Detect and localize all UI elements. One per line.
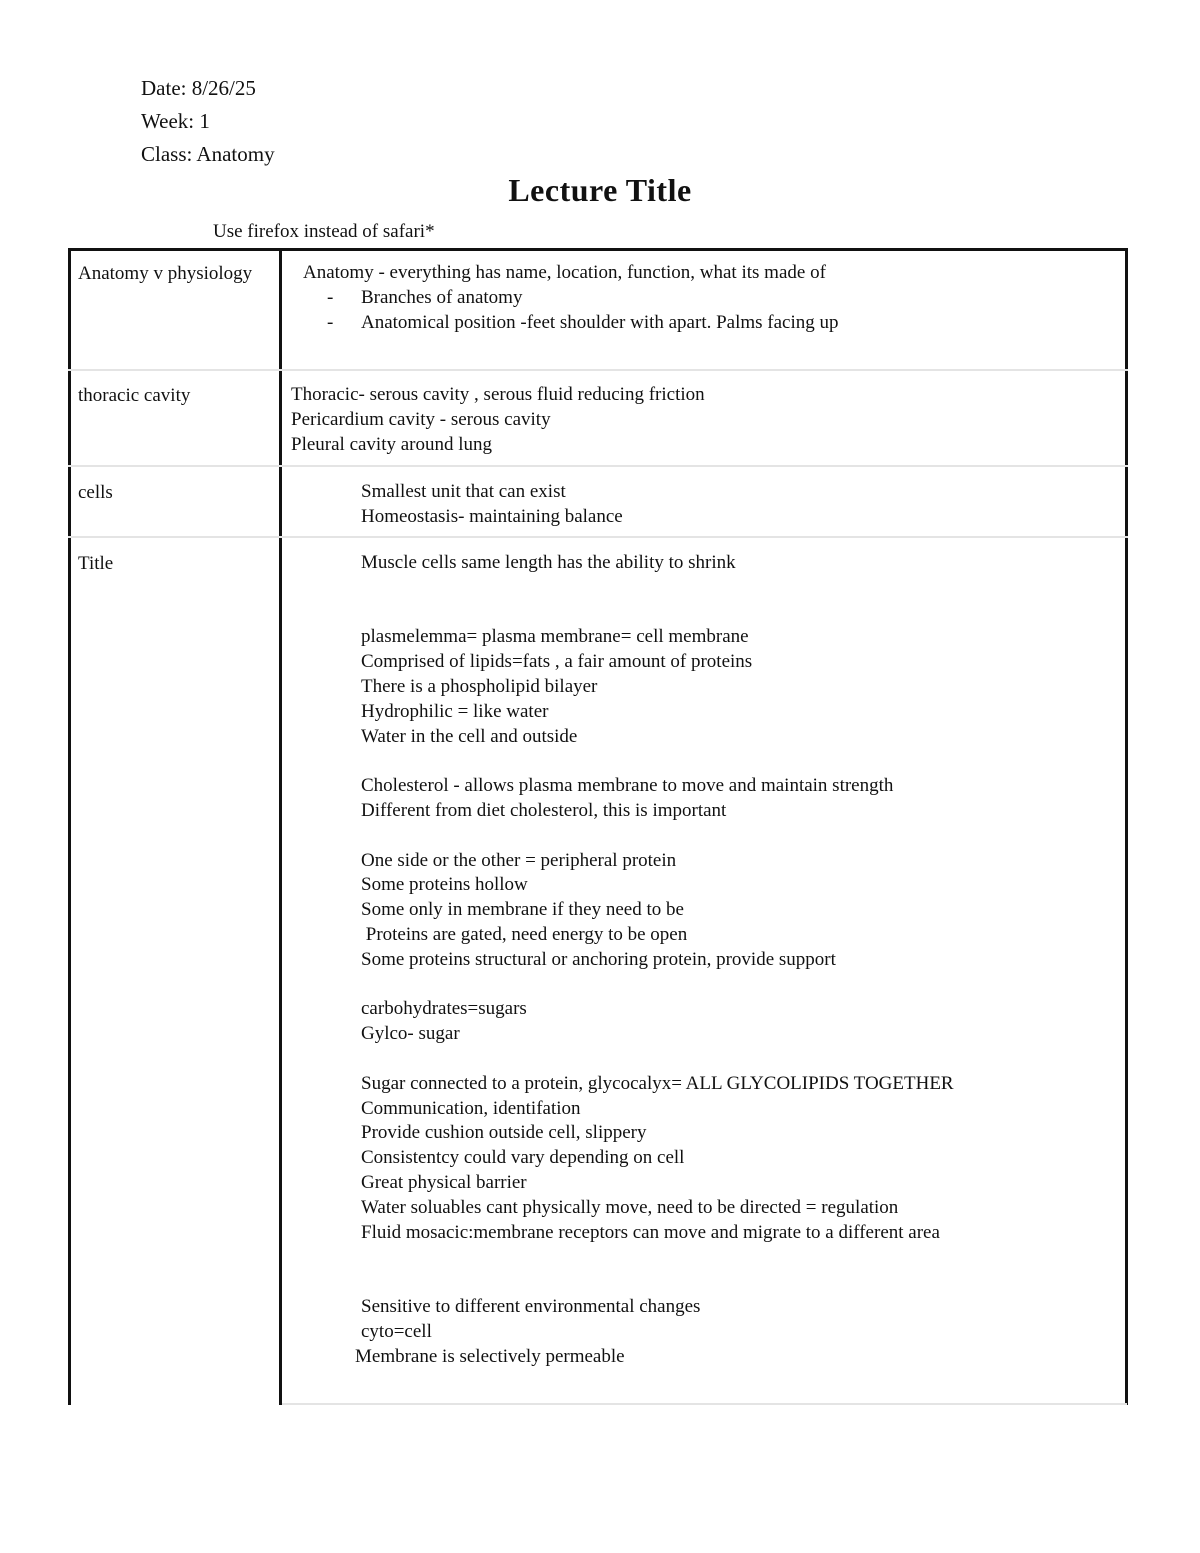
note-line: plasmelemma= plasma membrane= cell membrane <box>361 626 749 648</box>
note-line: Muscle cells same length has the ability to shrink <box>361 552 736 573</box>
note-line: Pericardium cavity - serous cavity <box>291 408 551 430</box>
row-separator <box>68 536 1128 538</box>
table-right-border <box>1125 248 1128 1405</box>
note-line: Smallest unit that can exist <box>361 481 566 502</box>
note-line <box>361 973 954 998</box>
bullet-item <box>303 311 839 336</box>
class-line: Class: Anatomy <box>141 142 275 166</box>
row-topic: Anatomy v physiology <box>78 263 253 284</box>
note-line: Membrane is selectively permeable <box>355 1345 625 1367</box>
note-line: Some proteins structural or anchoring protein, provide support <box>361 948 836 970</box>
note-line: There is a phospholipid bilayer <box>361 675 598 697</box>
note-line: Water soluables cant physically move, need to be directed = regulation <box>361 1196 899 1218</box>
bullet-dash: - <box>327 311 334 333</box>
note-line <box>361 576 954 601</box>
note-line: Fluid mosacic:membrane receptors can move and migrate to a different area <box>361 1221 940 1243</box>
row-notes <box>291 383 705 457</box>
note-line: Thoracic- serous cavity , serous fluid reducing friction <box>291 384 705 405</box>
lecture-title: Lecture Title <box>508 172 692 208</box>
note-line: cyto=cell <box>361 1320 432 1342</box>
row-notes <box>361 480 623 530</box>
note-line <box>361 601 954 626</box>
note-line: Sugar connected to a protein, glycocalyx= ALL GLYCOLIPIDS TOGETHER <box>361 1072 954 1094</box>
date-line: Date: 8/26/25 <box>141 76 256 100</box>
bullet-item <box>303 286 839 311</box>
table-top-border <box>68 248 1128 251</box>
note-line: Water in the cell and outside <box>361 725 578 747</box>
note-line: Communication, identifation <box>361 1097 581 1119</box>
note-line: Great physical barrier <box>361 1171 527 1193</box>
note-line <box>361 1245 954 1270</box>
row-separator <box>68 369 1128 371</box>
note-line: Comprised of lipids=fats , a fair amount of proteins <box>361 651 753 673</box>
row-notes <box>355 551 954 1369</box>
note-line: Hydrophilic = like water <box>361 700 549 722</box>
bullet-text: Anatomical position -feet shoulder with apart. Palms facing up <box>361 311 839 333</box>
row-separator <box>68 465 1128 467</box>
table-column-divider <box>279 248 282 1405</box>
row-topic: Title <box>78 553 114 574</box>
row-topic: cells <box>78 482 113 503</box>
document-header <box>141 72 275 171</box>
bullet-dash: - <box>327 286 334 308</box>
note-line: Pleural cavity around lung <box>291 433 493 455</box>
row-notes <box>303 261 839 335</box>
table-left-border <box>68 248 71 1405</box>
row-separator <box>282 1403 1127 1405</box>
week-line: Week: 1 <box>141 109 210 133</box>
note-line: Different from diet cholesterol, this is important <box>361 799 727 821</box>
note-line: carbohydrates=sugars <box>361 998 527 1020</box>
note-line: Cholesterol - allows plasma membrane to move and maintain strength <box>361 775 894 797</box>
note-line: Some proteins hollow <box>361 874 528 896</box>
note-line: Gylco- sugar <box>361 1023 460 1045</box>
note-line: Some only in membrane if they need to be <box>361 899 684 921</box>
note-line: Homeostasis- maintaining balance <box>361 505 623 527</box>
note-line <box>361 824 954 849</box>
note-line: One side or the other = peripheral protein <box>361 849 677 871</box>
row-topic: thoracic cavity <box>78 385 191 406</box>
note-line: Anatomy - everything has name, location, function, what its made of <box>303 262 826 283</box>
note-line: Provide cushion outside cell, slippery <box>361 1122 647 1144</box>
note-line: Proteins are gated, need energy to be open <box>361 923 688 945</box>
note-line: Consistentcy could vary depending on cell <box>361 1147 685 1169</box>
note-line: Sensitive to different environmental changes <box>361 1295 701 1317</box>
browser-note: Use firefox instead of safari* <box>213 221 435 242</box>
note-line <box>361 749 954 774</box>
bullet-text: Branches of anatomy <box>361 286 523 308</box>
note-line <box>361 1047 954 1072</box>
note-line <box>361 1270 954 1295</box>
